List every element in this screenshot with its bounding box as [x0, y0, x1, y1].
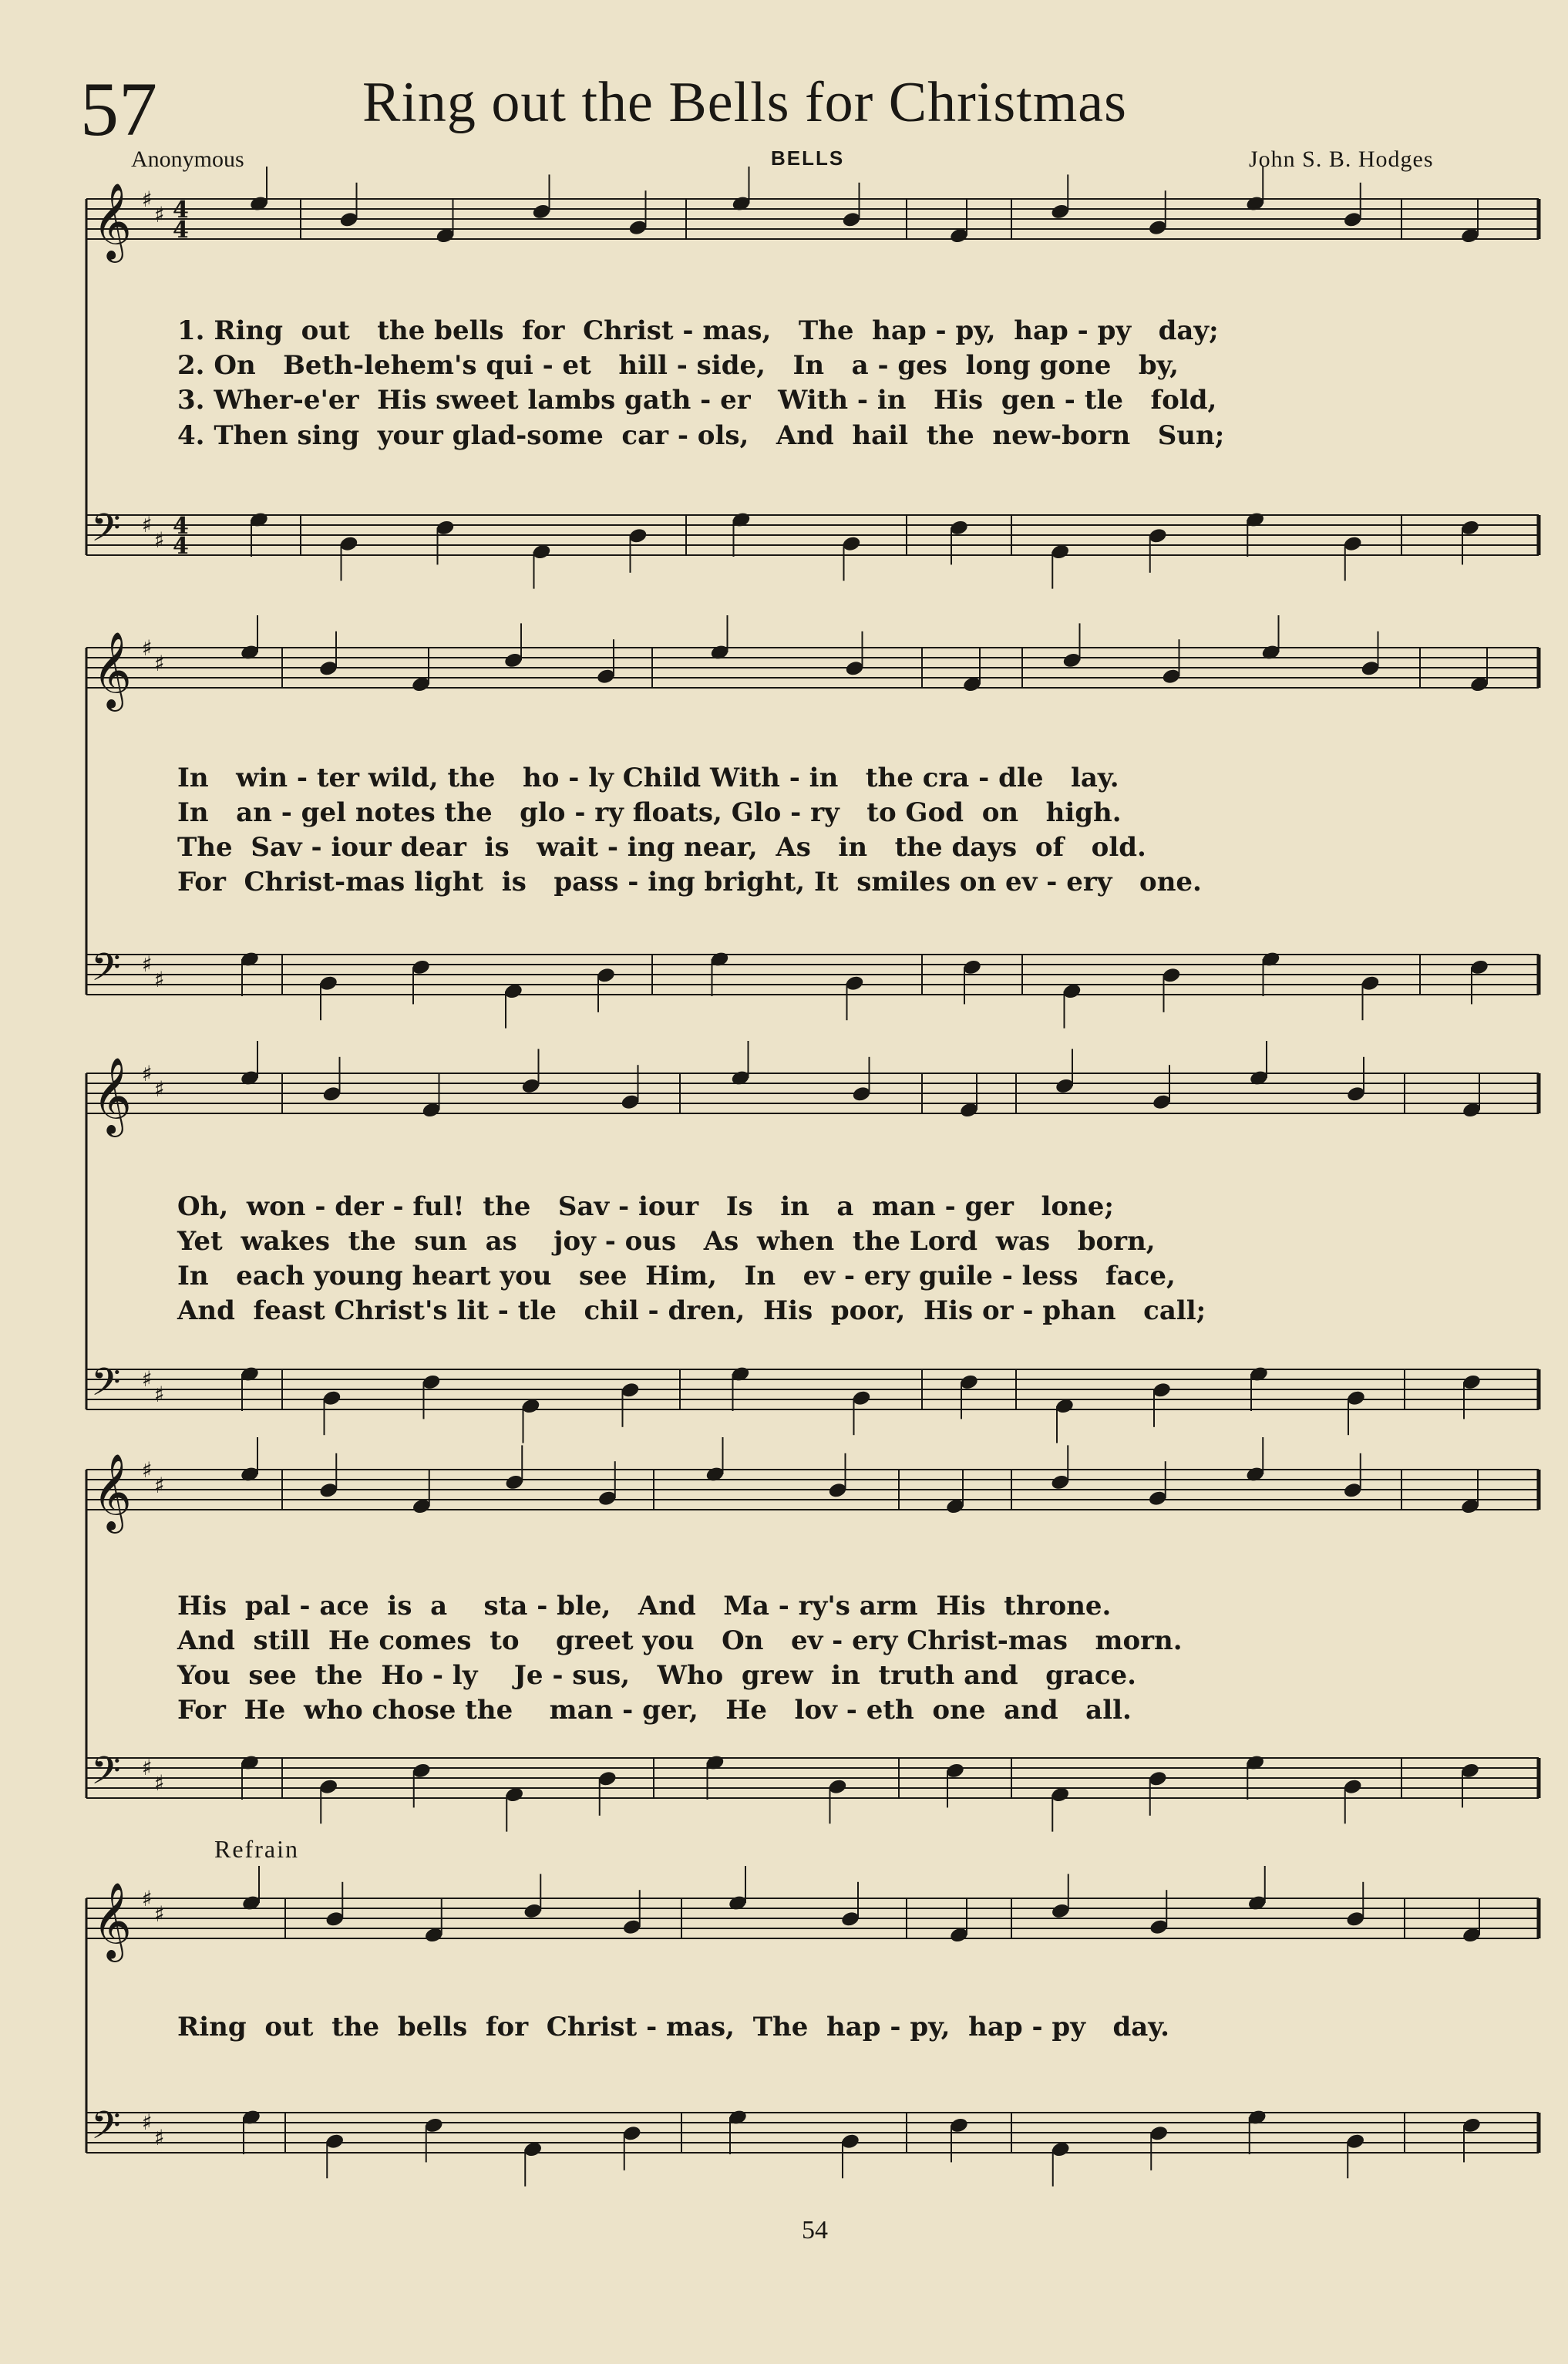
treble-clef: 𝄞	[93, 1453, 132, 1531]
sharp-sign: ♯	[142, 635, 153, 661]
sharp-sign: ♯	[142, 1061, 153, 1086]
lyric-line: 3. Wher-e'er His sweet lambs gath - er With - in His gen - tle fold,	[177, 385, 1217, 416]
hymn-number: 57	[80, 66, 157, 152]
sharp-sign: ♯	[154, 1901, 165, 1927]
lyric-line: Oh, won - der - ful! the Sav - iour Is in a man - ger lone;	[177, 1191, 1114, 1222]
sharp-sign: ♯	[142, 512, 153, 537]
time-signature: 4	[173, 513, 189, 540]
sharp-sign: ♯	[154, 202, 165, 227]
lyric-line: For He who chose the man - ger, He lov - eth one and all.	[177, 1695, 1132, 1726]
treble-clef: 𝄞	[93, 631, 132, 709]
bass-clef: 𝄢	[91, 2103, 121, 2157]
lyric-line: And still He comes to greet you On ev - ery Christ-mas morn.	[177, 1625, 1183, 1656]
sharp-sign: ♯	[142, 2110, 153, 2135]
sharp-sign: ♯	[154, 967, 165, 992]
bass-clef: 𝄢	[91, 506, 121, 560]
refrain-label: Refrain	[214, 1835, 299, 1863]
sharp-sign: ♯	[154, 1076, 165, 1102]
bass-clef: 𝄢	[91, 1749, 121, 1803]
tune-name: BELLS	[771, 146, 845, 170]
sharp-sign: ♯	[142, 951, 153, 977]
hymn-title: Ring out the Bells for Christmas	[362, 71, 1127, 134]
sharp-sign: ♯	[154, 651, 165, 676]
lyricist-credit: Anonymous	[131, 146, 244, 172]
lyric-line: His pal - ace is a sta - ble, And Ma - ry's arm His throne.	[177, 1591, 1112, 1621]
sharp-sign: ♯	[154, 2125, 165, 2150]
sharp-sign: ♯	[154, 527, 165, 553]
treble-clef: 𝄞	[93, 1882, 132, 1959]
lyric-line: 4. Then sing your glad-some car - ols, And hail the new-born Sun;	[177, 420, 1225, 451]
sharp-sign: ♯	[154, 1473, 165, 1498]
time-signature: 4	[173, 533, 189, 560]
lyric-line: And feast Christ's lit - tle chil - dren, His poor, His or - phan call;	[177, 1295, 1206, 1326]
lyric-line: Ring out the bells for Christ - mas, The hap - py, hap - py day.	[177, 2012, 1169, 2042]
sharp-sign: ♯	[142, 1755, 153, 1780]
sharp-sign: ♯	[142, 1886, 153, 1911]
lyric-line: For Christ-mas light is pass - ing bright, It smiles on ev - ery one.	[177, 867, 1202, 897]
lyric-line: The Sav - iour dear is wait - ing near, As in the days of old.	[177, 832, 1146, 863]
composer-credit: John S. B. Hodges	[1249, 146, 1434, 172]
lyric-line: In win - ter wild, the ho - ly Child With - in the cra - dle lay.	[177, 763, 1119, 793]
lyric-line: You see the Ho - ly Je - sus, Who grew in truth and grace.	[177, 1660, 1137, 1691]
sharp-sign: ♯	[154, 1382, 165, 1407]
time-signature: 4	[173, 197, 189, 224]
page-number: 54	[802, 2216, 828, 2244]
lyric-line: Yet wakes the sun as joy - ous As when the Lord was born,	[177, 1226, 1156, 1257]
sharp-sign: ♯	[142, 1366, 153, 1392]
lyric-line: 2. On Beth-lehem's qui - et hill - side, In a - ges long gone by,	[177, 350, 1179, 381]
treble-clef: 𝄞	[93, 183, 132, 260]
treble-clef: 𝄞	[93, 1057, 132, 1134]
lyric-line: 1. Ring out the bells for Christ - mas, The hap - py, hap - py day;	[177, 315, 1219, 346]
time-signature: 4	[173, 217, 189, 244]
lyric-line: In each young heart you see Him, In ev - ery guile - less face,	[177, 1261, 1176, 1291]
sharp-sign: ♯	[142, 187, 153, 212]
sharp-sign: ♯	[142, 1457, 153, 1483]
bass-clef: 𝄢	[91, 1360, 121, 1414]
bass-clef: 𝄢	[91, 945, 121, 999]
sharp-sign: ♯	[154, 1770, 165, 1796]
lyric-line: In an - gel notes the glo - ry floats, Glo - ry to God on high.	[177, 797, 1122, 828]
